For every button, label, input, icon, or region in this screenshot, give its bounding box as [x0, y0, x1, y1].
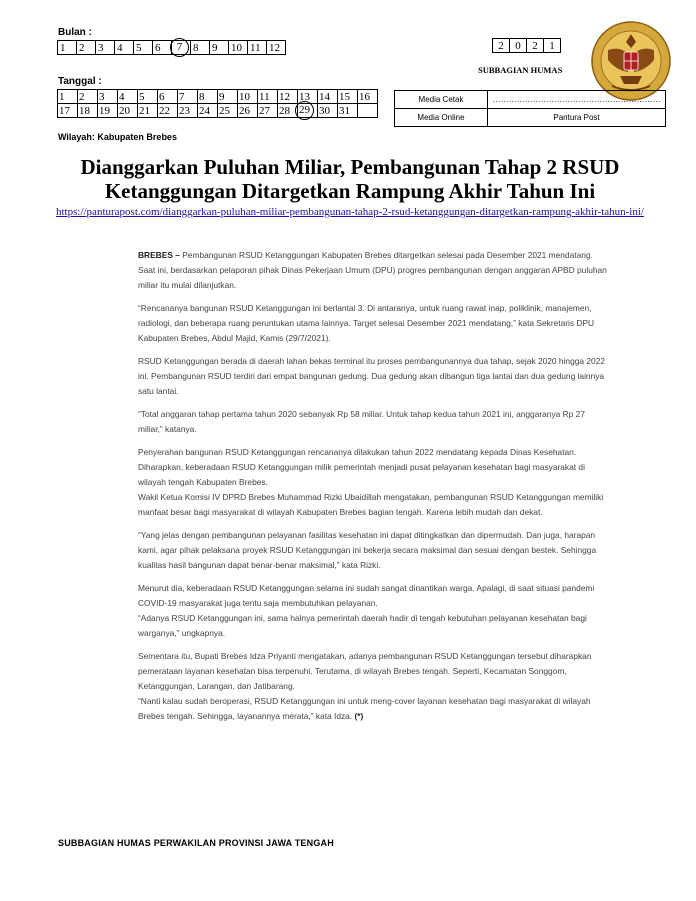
tanggal-cell: 1: [58, 90, 78, 104]
bulan-cell: [172, 41, 191, 55]
bulan-cell: 9: [210, 41, 229, 55]
wilayah-label: Wilayah: Kabupaten Brebes: [58, 132, 177, 142]
end-mark: (*): [354, 711, 364, 721]
year-digit-cell: 2: [527, 39, 544, 53]
tanggal-grid: [57, 89, 378, 118]
year-digit-cell: 1: [544, 39, 561, 53]
bulan-cell: 3: [96, 41, 115, 55]
tanggal-cell: 28: [278, 104, 298, 118]
bulan-cell: 1: [58, 41, 77, 55]
paragraph-11: [138, 694, 608, 724]
media-online-label: Media Online: [395, 109, 488, 127]
media-table: [394, 90, 666, 127]
paragraph-8: Menurut dia, keberadaan RSUD Ketanggungan selama ini sudah sangat dinantikan warga. Apalagi, di saat situasi pandemi COVID-19 masyarakat juga tentu saja membutuhkan pelayanan.: [138, 583, 595, 608]
tanggal-cell: 14: [318, 90, 338, 104]
bulan-cell: 10: [229, 41, 248, 55]
tanggal-cell: 24: [198, 104, 218, 118]
article-body: [138, 248, 608, 732]
media-online-value: Pantura Post: [488, 109, 666, 127]
tanggal-cell: 27: [258, 104, 278, 118]
year-grid: [492, 38, 561, 53]
bulan-cell: 5: [134, 41, 153, 55]
paragraph-7: “Yang jelas dengan pembangunan pelayanan fasilitas kesehatan ini dapat ditingkatkan dan dipermudah. Dan juga, harapan kami, agar pihak pelaksana proyek RSUD Ketanggungan ini bekerja secara maksimal dan sesuai dengan bestek. Sehingga kualitas hasil bangunan dapat benar-benar maksimal,” kata Rizki.: [138, 530, 597, 570]
tanggal-cell: 31: [338, 104, 358, 118]
tanggal-cell: 17: [58, 104, 78, 118]
media-row-online: [395, 109, 666, 127]
media-cetak-label: Media Cetak: [395, 91, 488, 109]
tanggal-cell: 10: [238, 90, 258, 104]
tanggal-cell: 6: [158, 90, 178, 104]
paragraph-6: Wakil Ketua Komisi IV DPRD Brebes Muhammad Rizki Ubaidillah mengatakan, pembangunan RSUD Ketanggungan memiliki manfaat besar bagi masyarakat di wilayah Kabupaten Brebes bagian tengah. Karena lebih mudah dan dekat.: [138, 492, 604, 517]
paragraph-9: “Adanya RSUD Ketanggungan ini, sama halnya pemerintah daerah hadir di tengah kebutuhan pelayanan kesehatan bagi warganya,” ungkapnya.: [138, 613, 587, 638]
tanggal-cell: 4: [118, 90, 138, 104]
article-title-line1: Dianggarkan Puluhan Miliar, Pembangunan Tahap 2 RSUD: [80, 155, 620, 179]
media-row-cetak: [395, 91, 666, 109]
paragraph-3: RSUD Ketanggungan berada di daerah lahan bekas terminal itu proses pembangunannya dua tahap, sejak 2020 hingga 2022 ini. Pembangunan RSUD terdiri dari empat bangunan gedung. Dua gedung akan dibangun tiga lantai dan dua gedung lainnya satu lantai.: [138, 356, 606, 396]
bulan-cell: 12: [267, 41, 286, 55]
tanggal-cell: 30: [318, 104, 338, 118]
tanggal-cell: 23: [178, 104, 198, 118]
media-cetak-value: ………………………………………………………: [488, 91, 666, 109]
paragraph-5: Penyerahan bangunan RSUD Ketanggungan rencananya dilakukan tahun 2022 mendatang kepada Dinas Kesehatan. Diharapkan, keberadaan RSUD Ketanggungan milik pemerintah menjadi pusat pelayanan kesehatan bagi masyarakat di wilayah tengah Kabupaten Brebes.: [138, 447, 585, 487]
tanggal-cell: 16: [358, 90, 378, 104]
subbagian-label: SUBBAGIAN HUMAS: [478, 65, 563, 75]
tanggal-cell: 25: [218, 104, 238, 118]
article-url-link[interactable]: https://panturapost.com/dianggarkan-puluhan-miliar-pembangunan-tahap-2-rsud-ketanggungan-ditargetkan-rampung-akhir-tahun-ini/: [56, 206, 644, 218]
tanggal-cell: [298, 104, 318, 118]
paragraph-4: “Total anggaran tahap pertama tahun 2020 sebanyak Rp 58 miliar. Untuk tahap kedua tahun 2021 ini, anggaranya Rp 27 miliar,” katanya.: [138, 409, 585, 434]
tanggal-cell: 13: [298, 90, 318, 104]
tanggal-label: Tanggal :: [58, 76, 102, 87]
tanggal-cell: 21: [138, 104, 158, 118]
bulan-cell: 6: [153, 41, 172, 55]
article-title: [40, 155, 660, 203]
footer-label: SUBBAGIAN HUMAS PERWAKILAN PROVINSI JAWA TENGAH: [58, 838, 334, 848]
article-title-line2: Ketanggungan Ditargetkan Rampung Akhir Tahun Ini: [104, 179, 596, 203]
tanggal-cell: 22: [158, 104, 178, 118]
tanggal-cell: 18: [78, 104, 98, 118]
selected-circle-marker: 7: [170, 38, 189, 57]
tanggal-cell: 26: [238, 104, 258, 118]
tanggal-cell: 20: [118, 104, 138, 118]
tanggal-cell: 19: [98, 104, 118, 118]
tanggal-cell: 8: [198, 90, 218, 104]
paragraph-10: Sementara itu, Bupati Brebes Idza Priyanti mengatakan, adanya pembangunan RSUD Ketanggungan tersebut diharapkan pemerataan layanan kesehatan bisa terpenuhi. Terutama, di wilayah Brebes tengah. Seperti, Kecamatan Songgom, Ketanggungan, Larangan, dan Jatibarang.: [138, 651, 592, 691]
bulan-grid: [57, 40, 286, 55]
tanggal-cell: 11: [258, 90, 278, 104]
tanggal-cell: 9: [218, 90, 238, 104]
bulan-label: Bulan :: [58, 27, 92, 38]
paragraph-11-text: “Nanti kalau sudah beroperasi, RSUD Ketanggungan ini untuk meng-cover layanan kesehatan bagi masyarakat di wilayah Brebes tengah. Sehingga, layanannya merata,” kata Idza.: [138, 696, 591, 721]
bulan-cell: 11: [248, 41, 267, 55]
paragraph-1-text: Pembangunan RSUD Ketanggungan Kabupaten Brebes ditargetkan selesai pada Desember 2021 mendatang. Saat ini, berdasarkan pelaporan pihak Dinas Pekerjaan Umum (DPU) progres pembangunan dengan anggaran APBD puluhan miliar itu mulai dilanjutkan.: [138, 250, 607, 290]
tanggal-cell: 2: [78, 90, 98, 104]
bulan-cell: 8: [191, 41, 210, 55]
tanggal-cell: 7: [178, 90, 198, 104]
year-digit-cell: 0: [510, 39, 527, 53]
tanggal-cell: 3: [98, 90, 118, 104]
bulan-cell: 2: [77, 41, 96, 55]
year-digit-cell: 2: [493, 39, 510, 53]
paragraph-2: “Rencananya bangunan RSUD Ketanggungan ini berlantai 3. Di antaranya, untuk ruang rawat inap, poliklinik, manajemen, radiologi, dan beberapa ruang peruntukan utama lainnya. Target selesai Desember 2021 mendatang,” kata Sekretaris DPU Kabupaten Brebes, Abdul Majid, Kamis (29/7/2021).: [138, 303, 595, 343]
dateline: BREBES –: [138, 250, 180, 260]
tanggal-cell: [358, 104, 378, 118]
bulan-cell: 4: [115, 41, 134, 55]
paragraph-1: [138, 248, 608, 293]
tanggal-cell: 15: [338, 90, 358, 104]
tanggal-cell: 5: [138, 90, 158, 104]
tanggal-cell: 12: [278, 90, 298, 104]
selected-circle-marker: 29: [295, 101, 314, 120]
